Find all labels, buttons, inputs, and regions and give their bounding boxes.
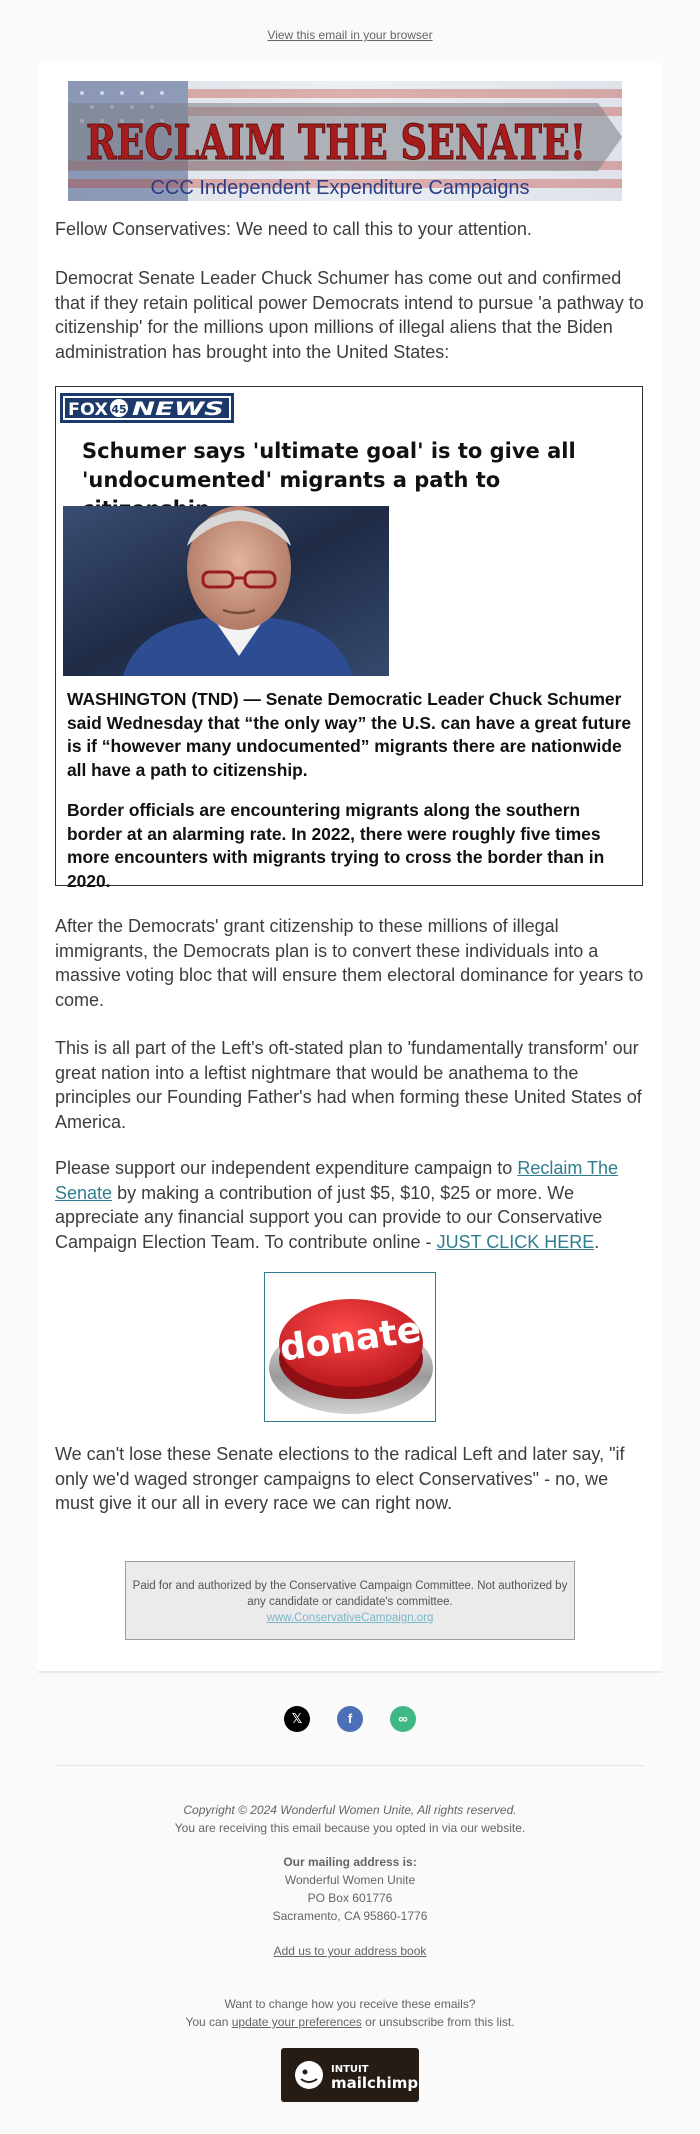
article-headline: Schumer says 'ultimate goal' is to give all 'undocumented' migrants a path to — [82, 439, 576, 492]
article-paragraph-1: WASHINGTON (TND) — Senate Democratic Leader Chuck Schumer said Wednesday that “the only way” the U.S. can have a great future is if “however many undocumented” migrants there are nationwide all have a path to citizenship. — [67, 689, 632, 780]
reclaim-senate-banner[interactable] — [68, 81, 622, 201]
fox-logo-number: 45 — [111, 403, 127, 416]
view-in-browser-link[interactable]: View this email in your browser — [267, 28, 433, 42]
donate-label: donate — [277, 1309, 424, 1370]
footer-copyright: Copyright © 2024 Wonderful Women Unite, All rights reserved. — [183, 1803, 517, 1817]
update-preferences-link[interactable]: update your preferences — [231, 2015, 362, 2029]
mailing-address-heading: Our mailing address is: — [283, 1855, 417, 1869]
intuit-mailchimp-badge[interactable] — [281, 2048, 419, 2102]
reclaim-the-senate-link[interactable]: Reclaim The Senate — [55, 1158, 619, 1203]
fox-logo-text: FOX — [68, 400, 108, 420]
badge-mailchimp: mailchimp — [331, 2074, 419, 2092]
fox45-news-logo — [60, 393, 234, 423]
footer-optin-note: You are receiving this email because you opted in via our website. — [174, 1821, 526, 1835]
preheader — [0, 28, 700, 42]
body-paragraph-3: This is all part of the Left's oft-stated plan to 'fundamentally transform' our great nation into a leftist nightmare that would be anathema to the principles our Founding Father's had when forming these United States of America. — [55, 1038, 642, 1132]
article-paragraph-2: Border officials are encountering migrants along the southern border at an alarming rate. In 2022, there were roughly five times more encounters with migrants trying to cross the border than in 2020. — [67, 800, 605, 891]
mailing-city: Sacramento, CA 95860-1776 — [272, 1909, 428, 1923]
email-card — [38, 63, 662, 1673]
facebook-icon[interactable]: f — [337, 1706, 363, 1732]
schumer-photo — [63, 506, 389, 676]
donate-button-image[interactable] — [264, 1272, 436, 1422]
badge-intuit: INTUIT — [331, 2064, 369, 2075]
mailing-org: Wonderful Women Unite — [284, 1873, 416, 1887]
preferences-question: Want to change how you receive these emails? — [224, 1997, 476, 2011]
banner-title: RECLAIM THE SENATE! — [86, 115, 586, 171]
intro-paragraph: Democrat Senate Leader Chuck Schumer has come out and confirmed that if they retain political power Democrats intend to pursue 'a pathway to citizenship' for the millions upon millions of illegal aliens that the Biden administration has brought into the United States: — [55, 268, 644, 362]
add-to-address-book-link[interactable]: Add us to your address book — [273, 1944, 427, 1958]
fox-news-article-clip — [55, 386, 643, 891]
banner-subtitle: CCC Independent Expenditure Campaigns — [150, 177, 530, 199]
footer-divider — [55, 1765, 645, 1766]
greeting-text: Fellow Conservatives: We need to call this to your attention. — [55, 219, 532, 239]
just-click-here-link[interactable]: JUST CLICK HERE — [436, 1231, 595, 1252]
social-links — [0, 1706, 700, 1732]
news-logo-text: NEWS — [132, 398, 224, 420]
preferences-row: You can update your preferences or unsubscribe from this list. — [185, 2015, 515, 2029]
body-paragraph-2: After the Democrats' grant citizenship to these millions of illegal immigrants, the Democrats plan is to convert these individuals into a massive voting bloc that will ensure them electoral dominance for years to come. — [55, 916, 644, 1010]
conservative-campaign-link[interactable]: www.ConservativeCampaign.org — [266, 1612, 434, 1624]
body-paragraph-5: We can't lose these Senate elections to the radical Left and later say, "if only we'd waged stronger campaigns to elect Conservatives" - no, we must give it our all in every race we can right now. — [55, 1444, 625, 1513]
x-twitter-icon[interactable]: 𝕏 — [284, 1706, 310, 1732]
mailing-pobox: PO Box 601776 — [307, 1891, 393, 1905]
body-paragraph-4: Please support our independent expenditure campaign to Reclaim The Senate by making a contribution of just $5, $10, $25 or more. We appreciate any financial support you can provide to our Conservative Campaign Election Team. To contribute online - JUST CLICK HERE. — [55, 1158, 619, 1252]
website-link-icon[interactable]: ∞ — [390, 1706, 416, 1732]
address-book-row — [0, 1942, 700, 1960]
banner-graphic — [68, 81, 622, 201]
paid-for-disclaimer: Paid for and authorized by the Conservative Campaign Committee. Not authorized by any candidate or candidate's committee. www.ConservativeCampaign.org — [125, 1561, 575, 1640]
